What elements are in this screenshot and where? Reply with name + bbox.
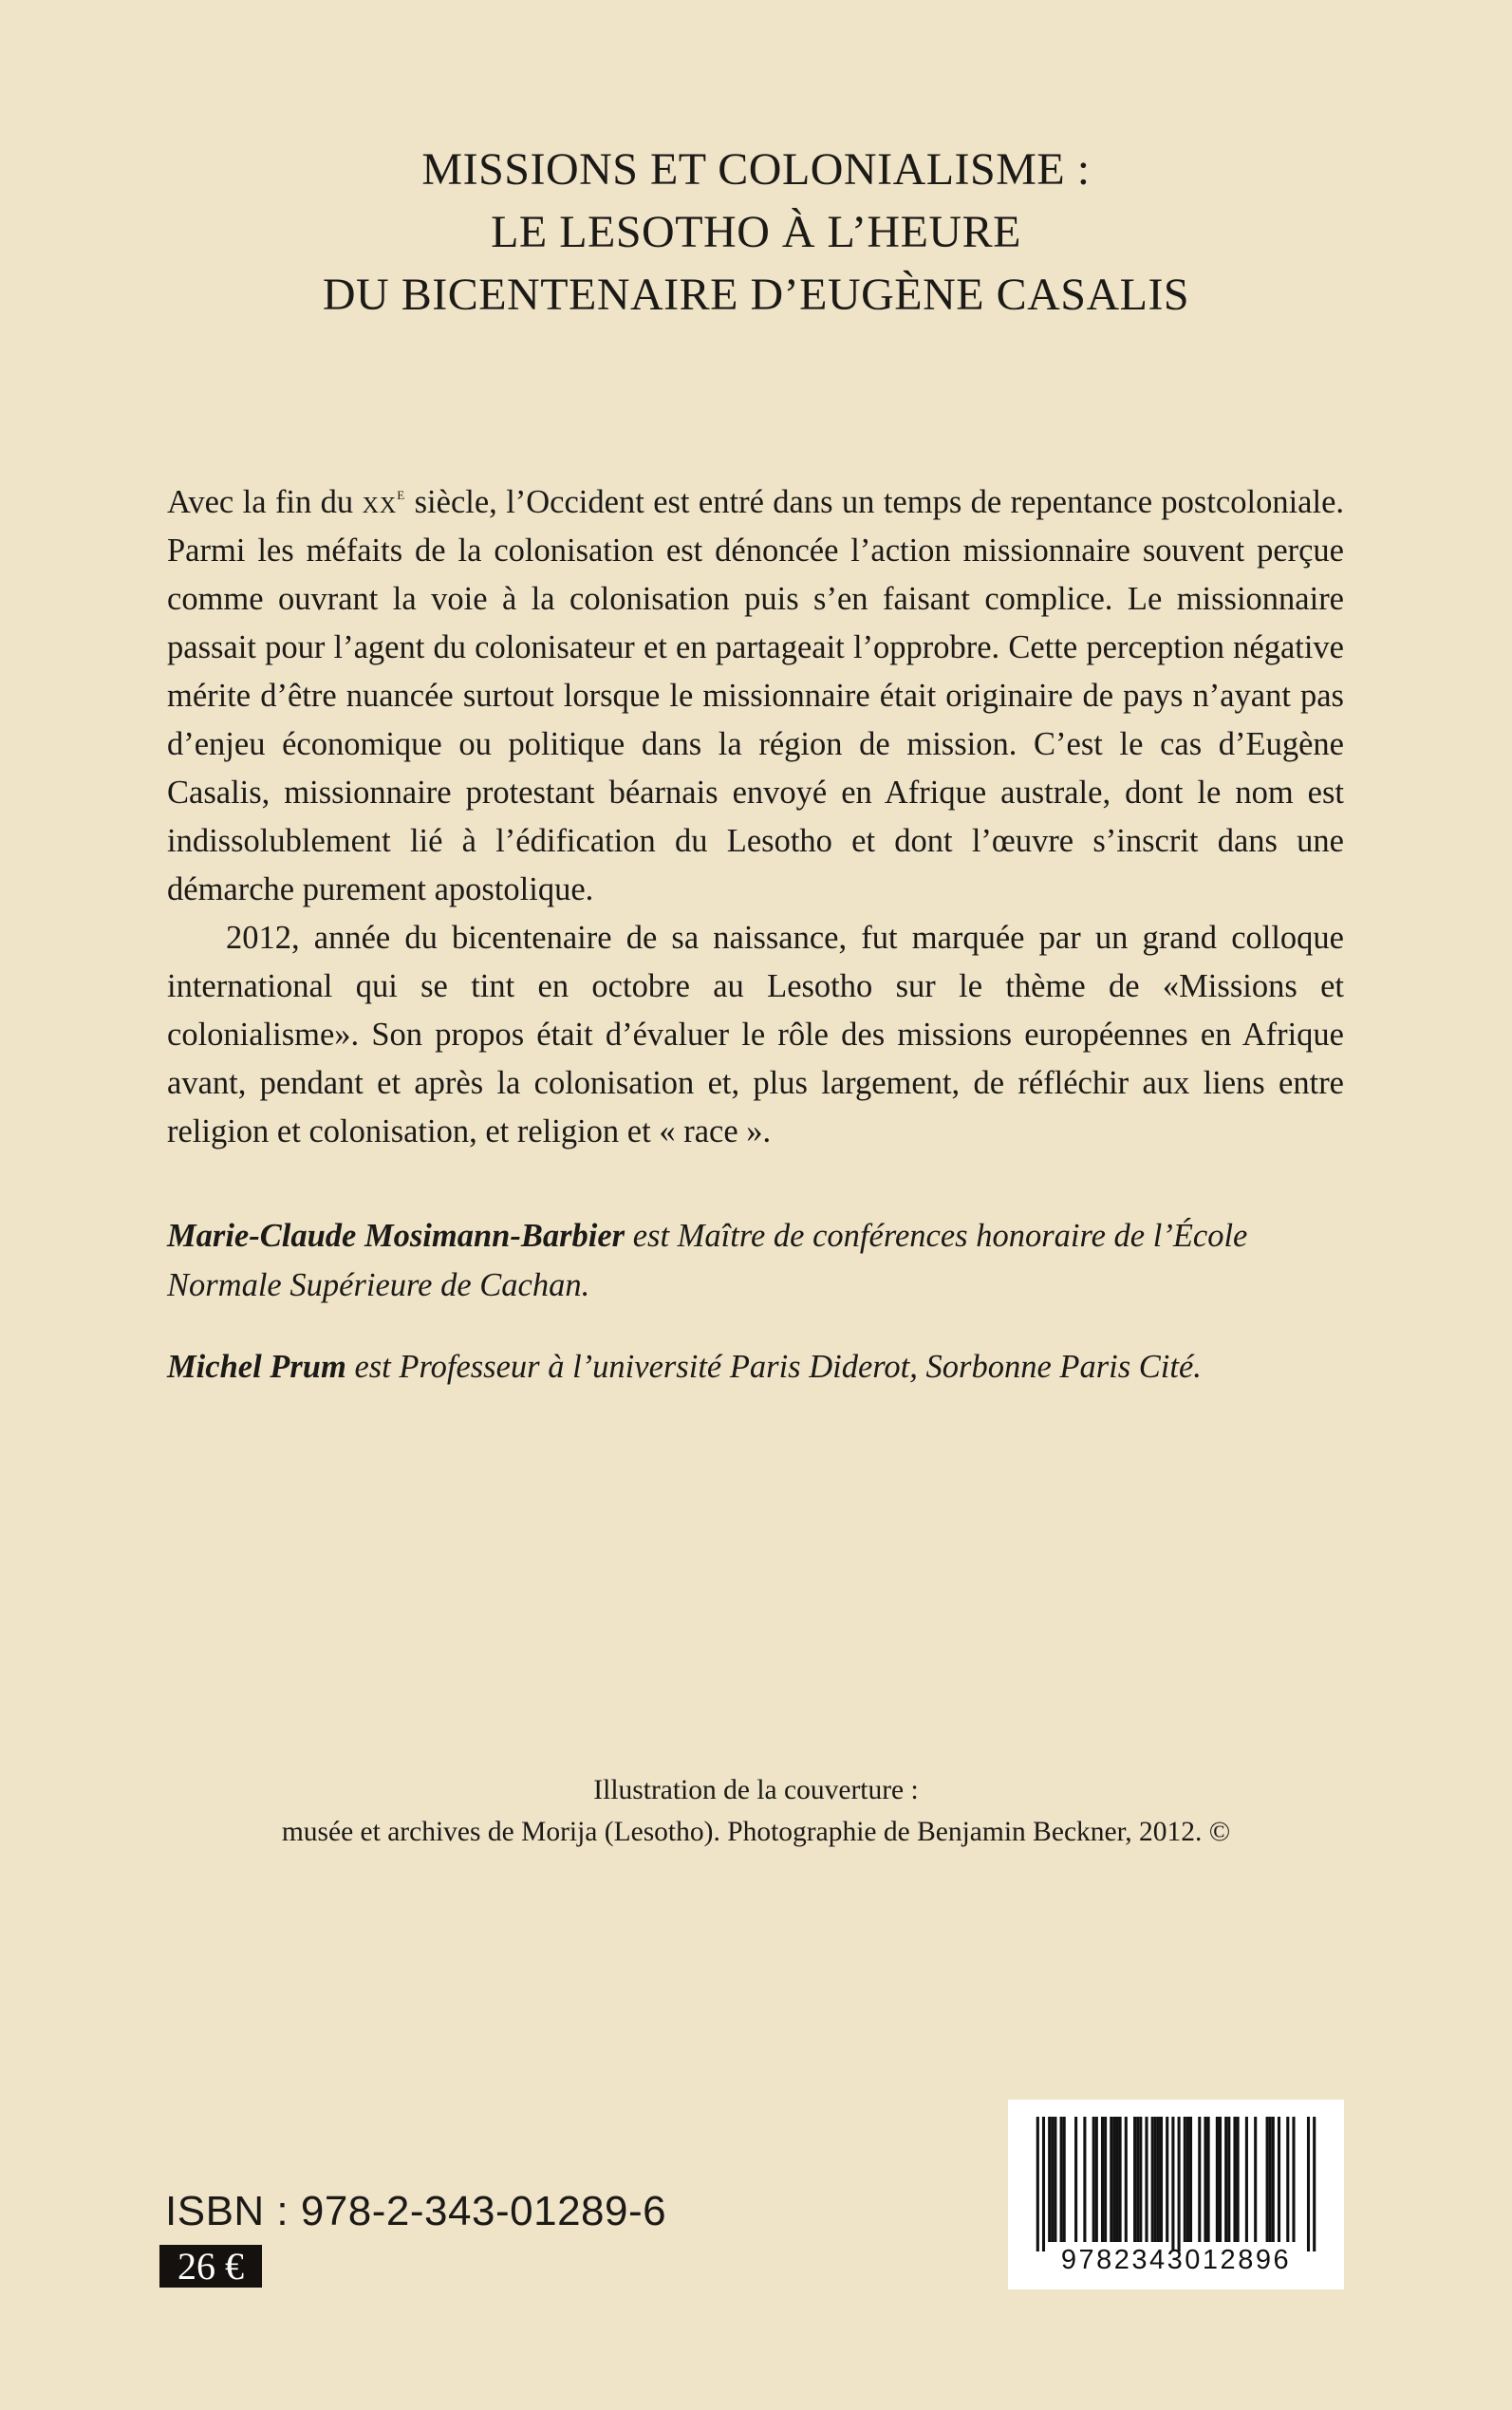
barcode-bar <box>1095 2117 1098 2242</box>
barcode-bar <box>1207 2117 1210 2242</box>
blurb-paragraph-2: 2012, année du bicentenaire de sa naissance, fut marquée par un grand colloque international qui se tint en octobre au Lesotho sur le thème de «Missions et colonialisme». Son propos était d’évaluer le rôle des missions européennes en Afrique avant, pendant et après la colonisation et, plus largement, de réfléchir aux liens entre religion et colonisation, et religion et « race ». <box>167 920 1344 1149</box>
blurb-p1-start: Avec la fin du <box>167 484 363 520</box>
barcode-bar <box>1119 2117 1122 2242</box>
barcode-bar <box>1054 2117 1056 2242</box>
author-bio-2 <box>167 1342 1344 1392</box>
barcode-bar <box>1042 2117 1045 2251</box>
price-tag: 26 € <box>159 2245 262 2288</box>
barcode-bar <box>1051 2117 1054 2242</box>
barcode-bar <box>1204 2117 1206 2242</box>
barcode-bar <box>1186 2117 1189 2242</box>
title-line-3: DU BICENTENAIRE D’EUGÈNE CASALIS <box>322 270 1190 320</box>
barcode-bar <box>1136 2117 1139 2242</box>
barcode-bar <box>1227 2117 1230 2242</box>
illustration-credit-line-2: musée et archives de Morija (Lesotho). Photographie de Benjamin Beckner, 2012. © <box>281 1817 1231 1847</box>
barcode-bar <box>1292 2117 1295 2242</box>
barcode-bar <box>1313 2117 1316 2251</box>
barcode-bar <box>1125 2117 1128 2242</box>
barcode-bar <box>1198 2117 1201 2242</box>
barcode-bar <box>1104 2117 1107 2242</box>
barcode-bar <box>1266 2117 1269 2242</box>
barcode-bar <box>1189 2117 1192 2242</box>
barcode-bar <box>1166 2117 1168 2242</box>
barcode-bar <box>1286 2117 1289 2242</box>
barcode-bar <box>1219 2117 1222 2242</box>
barcode-bar <box>1083 2117 1086 2242</box>
title-line-2: LE LESOTHO À L’HEURE <box>491 207 1021 257</box>
cover-illustration-credit <box>0 1769 1512 1853</box>
barcode-bar <box>1184 2117 1186 2242</box>
barcode-bar <box>1157 2117 1160 2242</box>
author-bio-1 <box>167 1211 1344 1310</box>
barcode-bar <box>1074 2117 1077 2242</box>
barcode-bar <box>1269 2117 1272 2242</box>
author-name-1: Marie-Claude Mosimann-Barbier <box>167 1218 625 1254</box>
barcode-bar <box>1307 2117 1310 2251</box>
author-bio-text-1: est Maître de conférences honoraire de l’École Normale Supérieure de Cachan. <box>167 1218 1248 1303</box>
barcode-bar <box>1254 2117 1257 2242</box>
century-superscript: e <box>397 484 406 503</box>
barcode <box>1008 2100 1344 2289</box>
blurb-paragraph-1 <box>167 478 1344 914</box>
barcode-digits: 9782343012896 <box>1060 2245 1292 2275</box>
barcode-bar <box>1110 2117 1112 2242</box>
century-numeral <box>363 484 406 520</box>
barcode-bar <box>1101 2117 1104 2242</box>
barcode-bar <box>1233 2117 1236 2242</box>
barcode-bar <box>1115 2117 1118 2242</box>
author-name-2: Michel Prum <box>167 1349 346 1385</box>
barcode-bar <box>1139 2117 1142 2242</box>
barcode-bar <box>1060 2117 1063 2242</box>
isbn: ISBN : 978-2-343-01289-6 <box>165 2188 667 2234</box>
barcode-bar <box>1063 2117 1066 2242</box>
barcode-bar <box>1178 2117 1181 2251</box>
barcode-bar <box>1133 2117 1136 2242</box>
barcode-bar <box>1151 2117 1154 2242</box>
barcode-bar <box>1154 2117 1157 2242</box>
barcode-bar <box>1036 2117 1039 2251</box>
blurb-p1-rest: siècle, l’Occident est entré dans un temps de repentance postcoloniale. Parmi les méfaits de la colonisation est dénoncée l’action missionnaire souvent perçue comme ouvrant la voie à la colonisation puis s’en faisant complice. Le missionnaire passait pour l’agent du colonisateur et en partageait l’opprobre. Cette perception négative mérite d’être nuancée surtout lorsque le missionnaire était originaire de pays n’ayant pas d’enjeu économique ou politique dans la région de mission. C’est le cas d’Eugène Casalis, missionnaire protestant béarnais envoyé en Afrique australe, dont le nom est indissolublement lié à l’édification du Lesotho et dont l’œuvre s’inscrit dans une démarche purement apostolique. <box>167 484 1345 907</box>
barcode-bar <box>1216 2117 1219 2242</box>
barcode-bar <box>1092 2117 1095 2242</box>
author-bio-text-2: est Professeur à l’université Paris Diderot, Sorbonne Paris Cité. <box>345 1349 1202 1385</box>
barcode-bar <box>1272 2117 1275 2242</box>
barcode-bar <box>1224 2117 1227 2242</box>
blurb <box>167 478 1344 1156</box>
title-line-1: MISSIONS ET COLONIALISME : <box>421 144 1091 195</box>
century-numeral-text: xx <box>362 484 398 520</box>
barcode-bar <box>1160 2117 1163 2242</box>
barcode-bar <box>1048 2117 1051 2242</box>
barcode-bar <box>1245 2117 1248 2242</box>
barcode-bar <box>1145 2117 1148 2242</box>
book-title <box>0 139 1512 327</box>
illustration-credit-line-1: Illustration de la couverture : <box>593 1775 919 1805</box>
barcode-bar <box>1237 2117 1240 2242</box>
barcode-bar <box>1278 2117 1280 2242</box>
barcode-bar <box>1112 2117 1115 2242</box>
barcode-bar <box>1171 2117 1174 2251</box>
